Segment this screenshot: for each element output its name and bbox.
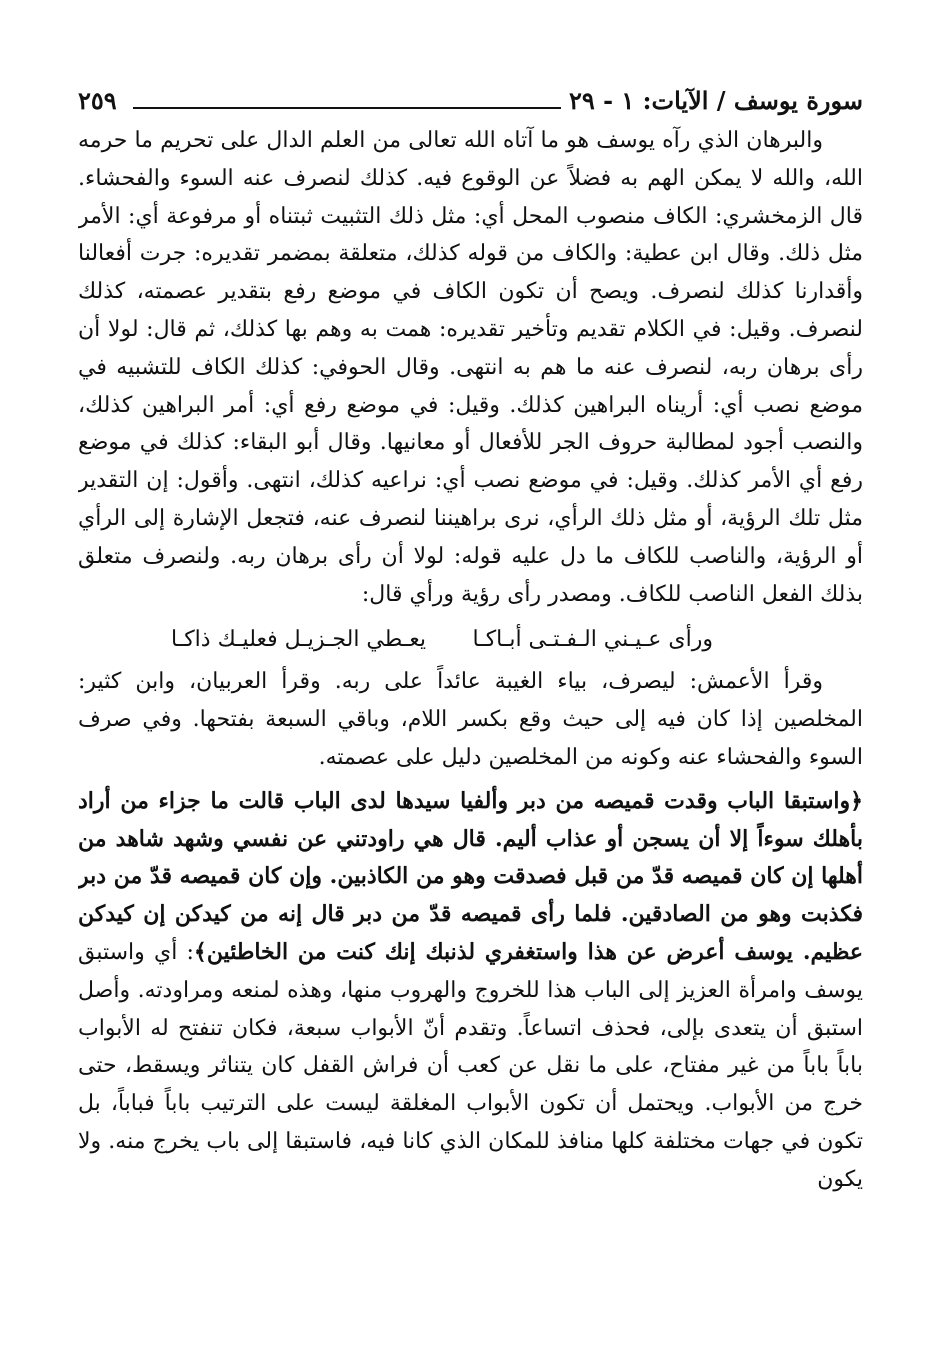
running-header [78, 84, 863, 118]
surah-title: سورة يوسف / الآيات: ١ - ٢٩ [561, 84, 863, 118]
paragraph-commentary-burhan: والبرهان الذي رآه يوسف هو ما آتاه الله تعالى من العلم الدال على تحريم ما حرمه الله، والله لا يمكن الهم به فضلاً عن الوقوع فيه. كذلك لنصرف عنه السوء والفحشاء. قال الزمخشري: الكاف منصوب المحل أي: مثل ذلك التثبيت ثبتناه أو مرفوعة أي: الأمر مثل ذلك. وقال ابن عطية: والكاف من قوله كذلك، متعلقة بمضمر تقديره: جرت أفعالنا وأقدارنا كذلك لنصرف. ويصح أن تكون الكاف في موضع رفع بتقدير عصمته، كذلك لنصرف. وقيل: في الكلام تقديم وتأخير تقديره: همت به وهم بها كذلك، ثم قال: لولا أن رأى برهان ربه، لنصرف عنه ما هم به انتهى. وقال الحوفي: كذلك الكاف للتشبيه في موضع نصب أي: أريناه البراهين كذلك. وقيل: في موضع رفع أي: أمر البراهين كذلك، والنصب أجود لمطالبة حروف الجر للأفعال أو معانيها. وقال أبو البقاء: كذلك في موضع رفع أي الأمر كذلك. وقيل: في موضع نصب أي: نراعيه كذلك، انتهى. وأقول: إن التقدير مثل تلك الرؤية، أو مثل ذلك الرأي، نرى براهيننا لنصرف عنه، فتجعل الإشارة إلى الرأي أو الرؤية، والناصب للكاف ما دل عليه قوله: لولا أن رأى برهان ربه. ولنصرف متعلق بذلك الفعل الناصب للكاف. ومصدر رأى رؤية ورأي قال: [78, 128, 863, 607]
paragraph-readings: وقرأ الأعمش: ليصرف، بياء الغيبة عائداً على ربه. وقرأ العربيان، وابن كثير: المخلصين إذا كان فيه إلى حيث وقع بكسر اللام، وباقي السبعة بفتحها. وفي صرف السوء والفحشاء عنه وكونه من المخلصين دليل على عصمته. [78, 669, 863, 770]
poem-hemistich-left: يعـطي الجـزيـل فعليـك ذاكـا [171, 627, 426, 653]
verse-commentary: : أي واستبق يوسف وامرأة العزيز إلى الباب هذا للخروج والهروب منها، وهذه لمنعه ومراودته. وأصل استبق أن يتعدى بإلى، فحذف اتساعاً. وتقدم أنّ الأبواب سبعة، فكان تنفتح له الأبواب باباً باباً من غير مفتاح، على ما نقل عن كعب أن فراش القفل كان يتناثر ويسقط، حتى خرج من الأبواب. ويحتمل أن تكون الأبواب المغلقة ليست على الترتيب باباً فباباً، بل تكون في جهات مختلفة كلها منافذ للمكان الذي كانا فيه، فاستبقا إلى باب يخرج منه. ولا يكون [78, 939, 863, 1192]
paragraph-verse-and-commentary [78, 783, 863, 1199]
poetry-line [78, 617, 863, 663]
page-number: ٢٥٩ [78, 84, 123, 118]
page-body [78, 122, 863, 1302]
header-rule [133, 107, 613, 109]
quran-verse-text: ﴿واستبقا الباب وقدت قميصه من دبر وألفيا سيدها لدى الباب قالت ما جزاء من أراد بأهلك سوءاً إلا أن يسجن أو عذاب أليم. قال هي راودتني عن نفسي وشهد شاهد من أهلها إن كان قميصه قدّ من قبل فصدقت وهو من الكاذبين. وإن كان قميصه قدّ من دبر فكذبت وهو من الصادقين. فلما رأى قميصه قدّ من دبر قال إنه من كيدكن إن كيدكن عظيم. يوسف أعرض عن هذا واستغفري لذنبك إنك كنت من الخاطئين﴾ [78, 787, 863, 965]
poem-hemistich-right: ورأى عـيـني الـفـتـى أبـاكـا [472, 627, 713, 653]
